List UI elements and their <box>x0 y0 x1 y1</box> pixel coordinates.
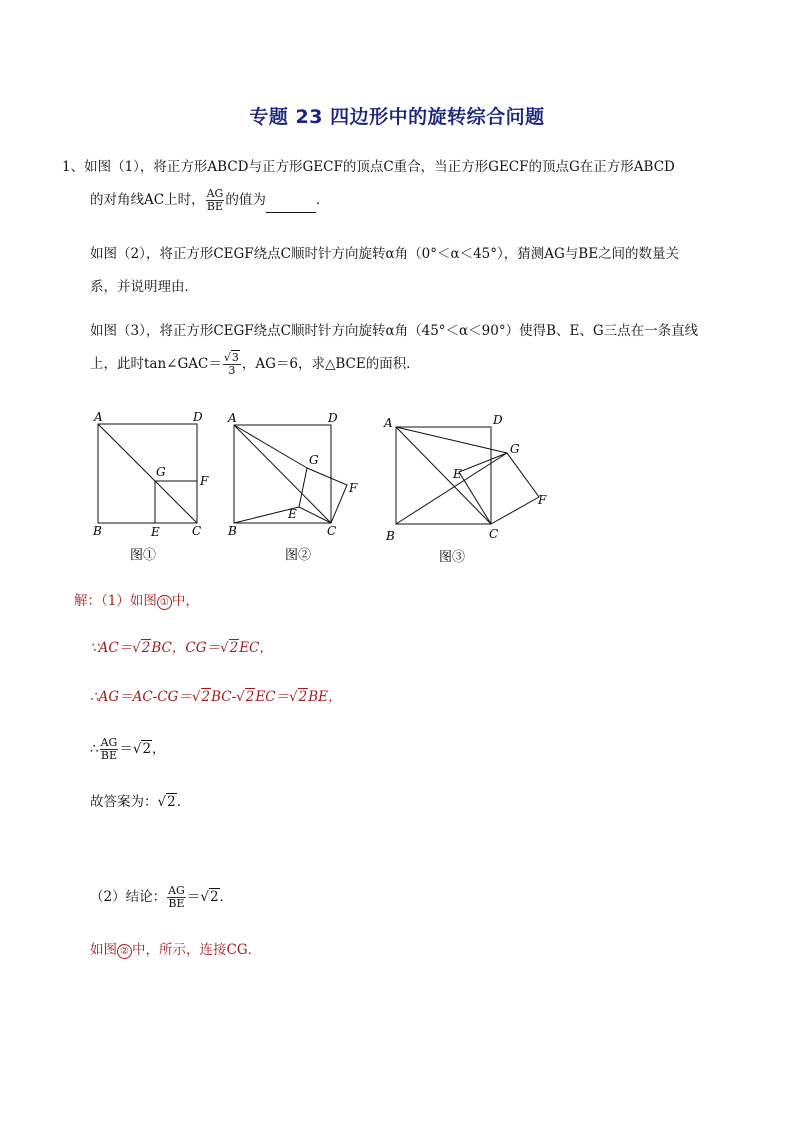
radicand: 2 <box>201 689 211 705</box>
label-b: B <box>386 529 395 543</box>
radicand: 2 <box>142 741 152 757</box>
solution-line-5: 故答案为：√2． <box>90 794 191 810</box>
solution-line-2: ∵AC＝√2BC，CG＝√2EC， <box>90 640 273 656</box>
fraction-ag-be <box>100 737 119 762</box>
square-cegf <box>459 453 539 524</box>
therefore-symbol: ∴ <box>90 741 99 757</box>
line-beg <box>396 453 507 524</box>
problem-part3-line-a: 如图（3），将正方形CEGF绕点C顺时针方向旋转α角（45°＜α＜90°）使得B、E、G三点在一条直线 <box>90 323 699 339</box>
radicand: 2 <box>245 689 255 705</box>
label-a: A <box>94 410 103 424</box>
label-b: B <box>228 524 237 538</box>
fraction-sqrt3-over-3 <box>223 352 241 377</box>
radicand: 2 <box>167 794 176 810</box>
diagonal-ac <box>396 427 491 524</box>
solution-line-3: ∴AG＝AC-CG＝√2BC-√2EC＝√2BE， <box>90 689 342 705</box>
circled-one: ① <box>157 595 172 610</box>
fraction-numerator: AG <box>168 884 185 897</box>
label-g: G <box>309 453 319 467</box>
solution-line-7 <box>90 941 261 959</box>
text: ∵AC＝ <box>90 640 133 656</box>
problem-part3-post: ，AG＝6，求△BCE的面积． <box>241 356 420 372</box>
segment-ag <box>396 427 507 453</box>
answer-label: 故答案为： <box>90 794 158 810</box>
label-g: G <box>156 465 166 479</box>
label-a: A <box>228 411 237 425</box>
text: 中，所示，连接CG． <box>132 942 262 958</box>
figure-1 <box>98 424 197 523</box>
radicand: 2 <box>209 889 219 905</box>
fraction-numerator: √3 <box>223 351 239 364</box>
fraction-denominator: BE <box>206 200 224 213</box>
fraction-denominator: BE <box>100 749 118 762</box>
circled-two: ② <box>117 944 132 959</box>
problem-part1-end: ． <box>315 192 330 208</box>
problem-part3-pre: 上，此时tan∠GAC＝ <box>90 356 222 372</box>
radicand: 3 <box>231 351 239 364</box>
label-d: D <box>493 413 503 427</box>
caption-fig1: 图① <box>130 548 157 563</box>
label-e: E <box>453 467 462 481</box>
text: ， <box>152 741 166 757</box>
label-d: D <box>328 411 338 425</box>
caption-fig3: 图③ <box>439 550 466 565</box>
solution-line-4: ∴ $\frac{AG}{BE}$ ＝√2， <box>90 736 166 762</box>
label-f: F <box>538 493 547 507</box>
fraction-ag-be <box>206 188 225 213</box>
answer-blank <box>266 198 316 213</box>
text: EC＝ <box>255 689 290 705</box>
label-e: E <box>151 525 160 539</box>
text: BC，CG＝ <box>151 640 220 656</box>
problem-part2-line-b: 系，并说明理由． <box>90 279 198 295</box>
problem-line-1 <box>62 158 675 176</box>
fraction-numerator: AG <box>206 187 224 200</box>
problem-part1-pre: 的对角线AC上时， <box>90 192 205 208</box>
solution-line-1 <box>74 592 199 610</box>
label-a: A <box>384 416 393 430</box>
solution-line-1-end: 中， <box>171 593 199 609</box>
problem-line-2 <box>90 188 329 213</box>
label-f: F <box>200 474 209 488</box>
fraction-ag-be <box>167 885 186 910</box>
page-title: 专题 23 四边形中的旋转综合问题 <box>249 106 545 128</box>
problem-part1-post: 的值为 <box>225 192 266 208</box>
caption-fig2: 图② <box>285 548 312 563</box>
problem-part1-line-a: 如图（1），将正方形ABCD与正方形GECF的顶点C重合，当正方形GECF的顶点G在正方形ABCD <box>84 159 675 175</box>
fraction-denominator: 3 <box>228 364 236 377</box>
solution-label: 解：（1）如图 <box>74 593 157 609</box>
label-d: D <box>193 410 203 424</box>
diagonal-ac <box>98 424 197 523</box>
figure-3-labels <box>383 413 547 565</box>
text: ． <box>219 889 234 905</box>
problem-number: 1、 <box>62 159 85 175</box>
equals: ＝ <box>186 889 201 905</box>
label-g: G <box>510 442 520 456</box>
label-e: E <box>288 507 297 521</box>
text: ∴AG＝AC-CG＝ <box>90 689 192 705</box>
text: ． <box>176 794 191 810</box>
label-c: C <box>489 527 499 541</box>
figure-2-labels <box>227 411 358 563</box>
fraction-numerator: AG <box>100 736 118 749</box>
conclusion-label: （2）结论： <box>90 889 167 905</box>
figure-1-labels <box>92 410 209 563</box>
radicand: 2 <box>298 689 308 705</box>
text: 如图 <box>90 942 117 958</box>
text: EC， <box>239 640 273 656</box>
fraction-denominator: BE <box>168 897 185 910</box>
figures-area <box>86 404 566 569</box>
solution-line-6: （2）结论： $\frac{AG}{BE}$ ＝√2． <box>90 884 234 910</box>
radicand: 2 <box>229 640 239 656</box>
label-c: C <box>192 524 202 538</box>
diagonal-ac <box>234 425 331 523</box>
text: BE， <box>308 689 342 705</box>
radicand: 2 <box>141 640 151 656</box>
equals: ＝ <box>119 741 133 757</box>
label-f: F <box>349 481 358 495</box>
text: BC- <box>211 689 237 705</box>
problem-part3-line-b <box>90 352 420 377</box>
label-c: C <box>327 524 337 538</box>
problem-part2-line-a: 如图（2），将正方形CEGF绕点C顺时针方向旋转α角（0°＜α＜45°），猜测AG与BE之间的数量关 <box>90 246 680 262</box>
label-b: B <box>93 524 102 538</box>
